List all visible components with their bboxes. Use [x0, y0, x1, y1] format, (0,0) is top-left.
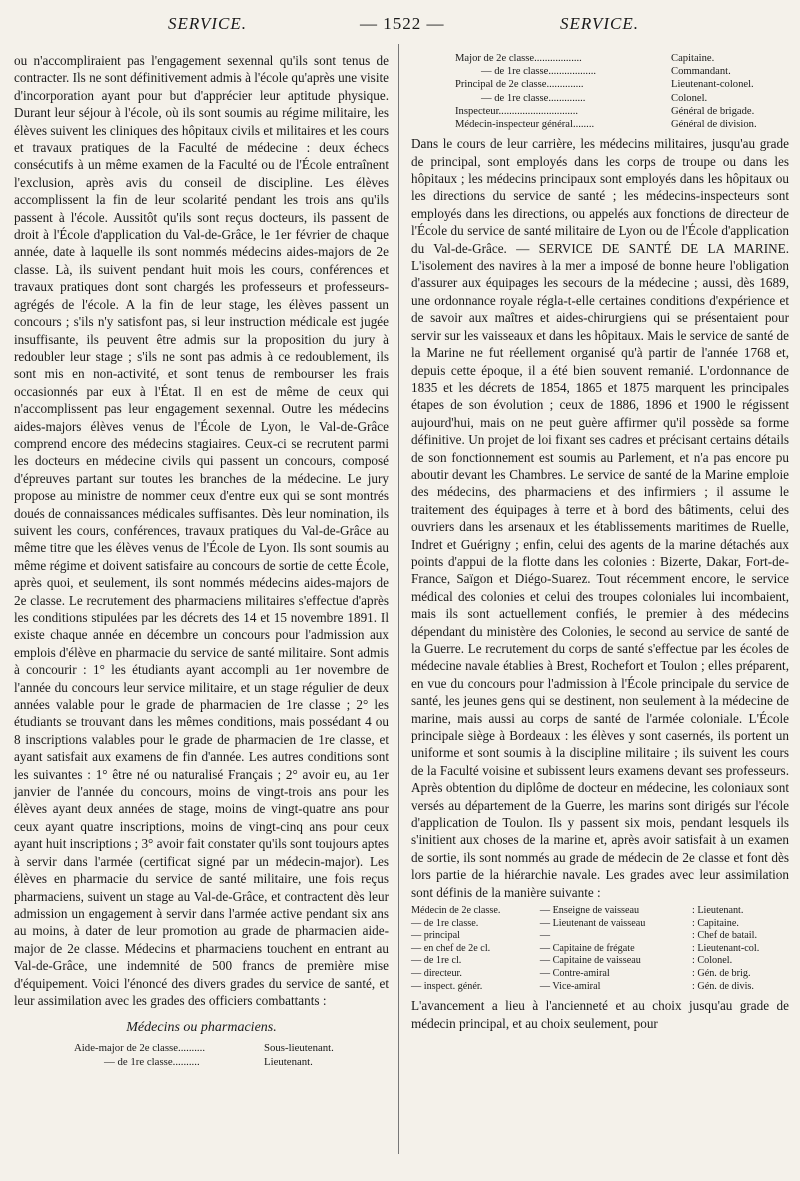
header-left-title: SERVICE.	[168, 14, 247, 33]
naval-equivalent-cell: — Capitaine de frégate	[539, 942, 635, 954]
grade-cell: Aide-major de 2e classe..........	[74, 1041, 206, 1054]
grade-cell: Major de 2e classe..................	[455, 53, 582, 64]
table-row	[411, 52, 789, 65]
table-row	[14, 1041, 389, 1055]
naval-grade-cell: — de 1re classe.	[411, 917, 479, 929]
naval-grade-cell: — en chef de 2e cl.	[411, 942, 491, 954]
army-equivalent-cell: : Gén. de brig.	[691, 968, 751, 980]
table-row	[411, 118, 789, 131]
naval-grade-cell: — inspect. génér.	[411, 980, 483, 992]
table-row	[14, 1055, 389, 1069]
rank-cell: Général de brigade.	[671, 105, 755, 117]
rank-cell: Général de division.	[671, 119, 757, 131]
table-row	[411, 78, 789, 91]
table-row	[411, 918, 789, 931]
left-paragraph: ou n'accompliraient pas l'engagement sexennal qu'ils sont tenus de contracter. Ils ne sont définitivement admis à l'école qu'après une visite d'incorporation ayant pour but d'apprécier leur aptitude physique. Durant leur séjour à l'école, où ils sont soumis au régime militaire, les élèves suivent les cliniques des hôpitaux civils et militaires et les cours et travaux pratiques de la Faculté de médecine : deux échecs consécutifs à un même examen de la Faculté ou de l'École entraînent l'exclusion, après avis du conseil de discipline. Les élèves accomplissent la fin de leur scolarité pendant les trois ans qu'ils passent à l'école. Aussitôt qu'ils sont reçus docteurs, ils passent de droit à l'École d'application du Val-de-Grâce, le 1er février de chaque année, date à laquelle ils sont nommés médecins aides-majors de 2e classe. Là, ils suivent pendant huit mois les cours, conférences et travaux pratiques dont sont chargés les professeurs et professeurs-agrégés de l'école. A la fin de leur stage, les élèves passent un concours ; s'ils n'y satisfont pas, si leur instruction médicale est jugée insuffisante, ils peuvent être admis sur la proposition du jury à redoubler leur stage ; s'ils ne sont pas admis à ce redoublement, ils sont mis en non-activité, et sont tenus de rembourser les frais occasionnés par eux à l'État. Il en est de même de ceux qui n'accomplissent pas leur engagement sexennal. Outre les médecins aides-majors élèves venus de l'École de Lyon, le Val-de-Grâce comprend encore des médecins stagiaires. Ceux-ci se recrutent parmi les docteurs en médecine civils qui passent un concours, composé d'épreuves partant sur toutes les branches de la médecine. Le jury propose au ministre de nommer ceux d'entre eux qui se sont montrés doués de connaissances médicales suffisantes. Dès leur nomination, ils suivent les cours, conférences, travaux pratiques du Val-de-Grâce au même titre que les élèves venus de l'École de Lyon. Ils sont soumis au même régime et doivent satisfaire au concours de sortie de cette École, après quoi, et seulement, ils sont nommés médecins aides-majors de 2e classe. Le recrutement des pharmaciens militaires s'effectue d'après les conditions stipulées par les décrets des 14 et 15 novembre 1891. Il existe chaque année en décembre un concours pour l'admission aux emplois d'élève en pharmacie du service de santé militaire. Sont admis à concourir : 1° les étudiants ayant accompli au 1er novembre de l'année du concours leur service militaire, et un stage régulier de deux années valable pour le grade de pharmacien de 1re classe ; 2° les étudiants se trouvant dans les mêmes conditions, mais possédant 4 ou 8 inscriptions valables pour le grade de pharmacien de 1re classe, et ayant satisfait aux examens de fin d'année. Les autres conditions sont les suivantes : 1° être né ou naturalisé Français ; 2° avoir eu, au 1er janvier de l'année du concours, moins de vingt-trois ans pour les élèves ayant deux années de stage, moins de vingt-quatre ans pour ceux ayant quatre inscriptions, moins de vingt-cinq ans pour ceux ayant huit inscriptions ; 3° avoir fait constater qu'ils sont toujours aptes à servir dans l'armée (certificat signé par un médecin-major). Les élèves en pharmacie du service de santé militaire, une fois reçus pharmaciens, suivent un stage au Val-de-Grâce, et contractent dès leur admission un engagement à servir dans l'armée active pendant six ans au moins, à dater de leur promotion au grade de pharmacien aide-major de 2e classe. Médecins et pharmaciens touchent en entrant au Val-de-Grâce, une indemnité de 500 francs de première mise d'équipement. Voici l'énoncé des divers grades du service de santé, et leur assimilation avec les grades des officiers combattants :	[14, 53, 390, 1008]
grade-cell: — de 1re classe..........	[104, 1055, 200, 1068]
rank-cell: Commandant.	[671, 66, 731, 78]
right-paragraph: Dans le cours de leur carrière, les médecins militaires, jusqu'au grade de principal, sont employés dans les corps de troupe ou dans les hôpitaux ; les médecins principaux sont employés dans les hôpitaux ou les directions du service de santé ; les médecins-inspecteurs sont employés dans les directions, ou appelés aux fonctions de directeur de l'École du service de santé militaire de Lyon ou de l'École d'application du Val-de-Grâce. — SERVICE DE SANTÉ DE LA MARINE. L'isolement des navires à la mer a imposé de bonne heure l'obligation d'assurer aux équipages les secours de la médecine ; aussi, dès 1689, une ordonnance royale régla-t-elle certaines conditions d'expérience et de savoir aux maîtres et aides-chirurgiens qui se présentaient pour servir sur les vaisseaux et dans les hôpitaux. Mais le service de santé de la Marine ne fut réellement organisé qu'à partir de l'année 1768 et, depuis cette époque, il a été bien souvent remanié. L'ordonnance de 1835 et les décrets de 1854, 1865 et 1875 marquent les principales étapes de son évolution ; ceux de 1886, 1896 et 1900 le régissent aujourd'hui, mais on ne peut guère affirmer qu'il possède sa forme définitive. Un projet de loi fixant ses cadres et précisant certains détails de son fonctionnement est soumis au Parlement, et n'a pas encore pu aboutir devant les Chambres. Le service de santé de la Marine emploie des médecins, des pharmaciens et des infirmiers ; il assume le traitement des équipages à terre et à bord des bâtiments, celui des ouvriers dans les arsenaux et les établissements maritimes de Ruelle, Indret et Guérigny ; enfin, celui des agents de la marine détachés aux points d'appui de la flotte dans les colonies : Bizerte, Dakar, Fort-de-France, Saïgon et Diégo-Suarez. Tout récemment encore, le service médical des colonies et celui des troupes coloniales lui incombaient, mais ils sont actuellement confiés, le premier à des médecins dépendant du ministère des Colonies, le second au service de santé de la Guerre. Le recrutement du corps de santé s'effectue par les écoles de médecine navale établies à Brest, Rochefort et Toulon ; elles préparent, en vue du concours pour l'admission à l'École principale du service de santé, les jeunes gens qui se destinent, non seulement à la médecine de marine, mais aussi au corps de santé de l'armée coloniale. L'École principale siège à Bordeaux : les élèves y sont casernés, ils portent un uniforme et sont soumis à la discipline militaire ; ils suivent les cours de la Faculté voisine et subissent leurs examens devant ses professeurs. Après obtention du diplôme de docteur en médecine, les coloniaux sont versés au département de la Guerre, les marins sont dirigés sur l'école d'application de Toulon. Ils y passent six mois, pendant lesquels ils s'initient aux choses de la marine et, après avoir satisfait à un examen de sortie, ils sont nommés au grade de médecin de 2e classe et font dès lors partie de la hiérarchie navale. Les grades avec leur assimilation sont définis de la manière suivante :	[411, 136, 789, 900]
table-row	[411, 65, 789, 78]
table-row	[411, 968, 789, 981]
rank-cell: Lieutenant-colonel.	[671, 79, 754, 91]
grade-cell: Principal de 2e classe..............	[455, 79, 584, 91]
naval-equivalent-cell: — Capitaine de vaisseau	[539, 955, 641, 967]
grade-cell: — de 1re classe..............	[481, 92, 586, 104]
naval-equivalent-cell: —	[539, 930, 551, 942]
rank-cell: Lieutenant.	[264, 1055, 313, 1068]
naval-equivalent-cell: — Lieutenant de vaisseau	[539, 917, 646, 929]
army-equivalent-cell: : Lieutenant.	[691, 905, 744, 917]
army-equivalent-cell: : Capitaine.	[691, 917, 739, 929]
naval-grade-cell: — de 1re cl.	[411, 955, 462, 967]
page-number: — 1522 —	[360, 14, 445, 33]
army-equivalent-cell: : Gén. de divis.	[691, 980, 754, 992]
naval-equivalent-cell: — Contre-amiral	[539, 968, 610, 980]
grade-cell: Médecin-inspecteur général........	[455, 119, 595, 131]
page-header	[0, 14, 800, 42]
assimilation-table	[411, 905, 789, 993]
table-row	[411, 905, 789, 918]
right-paragraph-final: L'avancement a lieu à l'ancienneté et au choix jusqu'au grade de médecin principal, et au choix seulement, pour	[411, 998, 789, 1031]
grade-cell: Inspecteur..............................	[455, 105, 578, 117]
rank-cell: Capitaine.	[671, 53, 715, 64]
grade-cell: — de 1re classe..................	[481, 66, 597, 78]
table-row	[411, 92, 789, 105]
table-row	[411, 955, 789, 968]
section-title: Médecins ou pharmaciens.	[126, 1020, 277, 1036]
army-equivalent-cell: : Lieutenant-col.	[691, 942, 760, 954]
grades-table-left	[14, 1041, 389, 1069]
naval-grade-cell: — directeur.	[411, 968, 462, 980]
right-column	[411, 52, 789, 1032]
header-right-title: SERVICE.	[560, 14, 639, 33]
army-equivalent-cell: : Chef de batail.	[691, 930, 758, 942]
table-row	[411, 105, 789, 118]
rank-cell: Sous-lieutenant.	[264, 1041, 334, 1054]
table-row	[411, 981, 789, 994]
left-column	[14, 52, 389, 1069]
table-row	[411, 943, 789, 956]
table-row	[411, 930, 789, 943]
army-equivalent-cell: : Colonel.	[691, 955, 733, 967]
naval-grade-cell: Médecin de 2e classe.	[411, 905, 501, 917]
naval-grade-cell: — principal	[411, 930, 460, 942]
column-divider	[398, 44, 399, 1154]
naval-equivalent-cell: — Enseigne de vaisseau	[539, 905, 640, 917]
rank-cell: Colonel.	[671, 92, 708, 104]
naval-equivalent-cell: — Vice-amiral	[539, 980, 601, 992]
grades-table-right	[411, 52, 789, 131]
